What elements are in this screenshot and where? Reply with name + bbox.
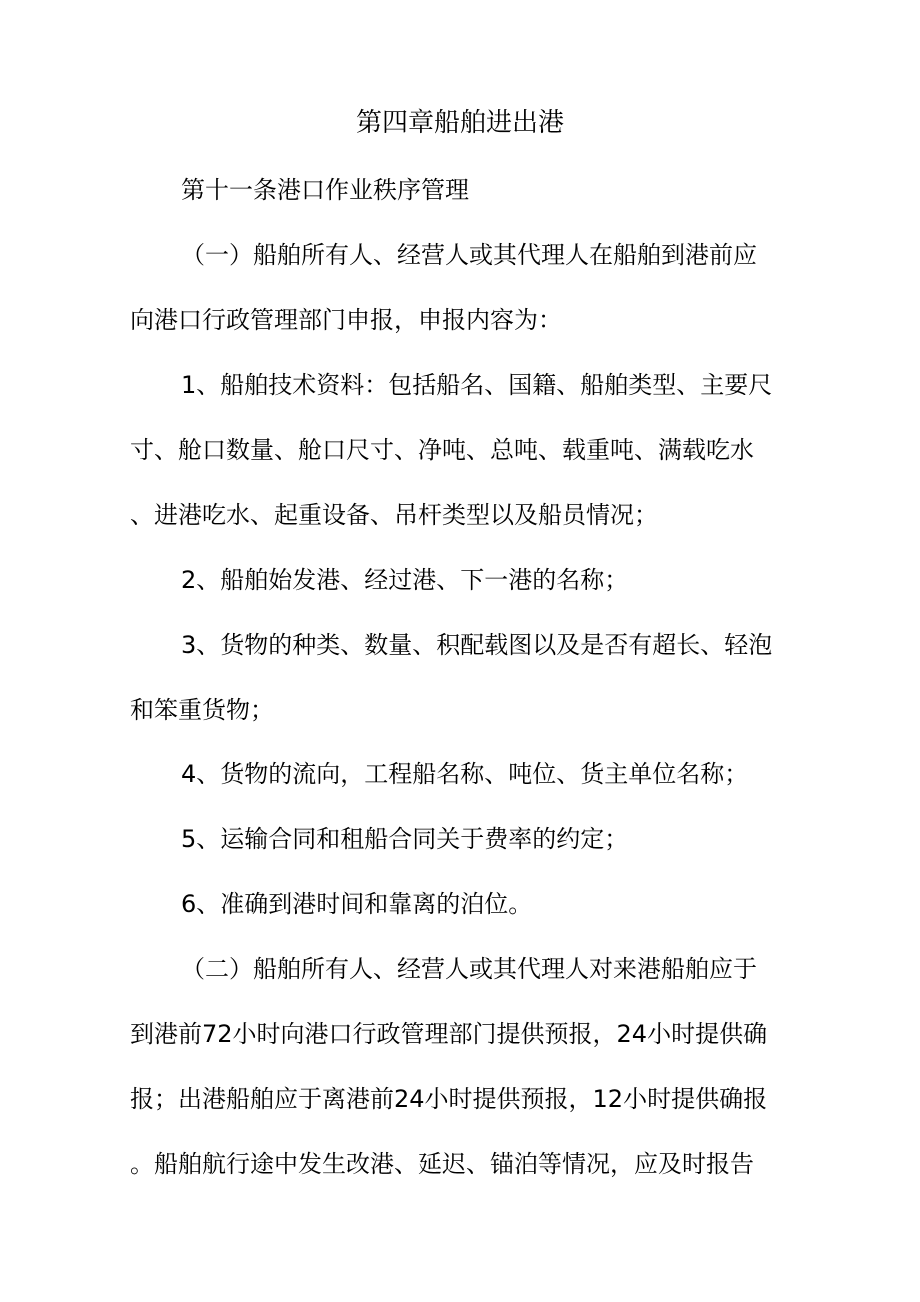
- paragraph-line: （一）船舶所有人、经营人或其代理人在船舶到港前应: [181, 241, 757, 269]
- list-item-line: 5、运输合同和租船合同关于费率的约定；: [181, 825, 629, 853]
- list-item-line: 2、船舶始发港、经过港、下一港的名称；: [181, 566, 629, 594]
- list-item-line: 4、货物的流向，工程船名称、吨位、货主单位名称；: [181, 760, 749, 788]
- list-item-line: 、进港吃水、起重设备、吊杆类型以及船员情况；: [130, 501, 658, 529]
- list-item-line: 寸、舱口数量、舱口尺寸、净吨、总吨、载重吨、满载吃水: [130, 436, 754, 464]
- chapter-title: 第四章船舶进出港: [355, 108, 564, 138]
- paragraph-line: 报；出港船舶应于离港前24小时提供预报，12小时提供确报: [130, 1085, 768, 1113]
- paragraph-line: 。船舶航行途中发生改港、延迟、锚泊等情况，应及时报告: [130, 1150, 754, 1178]
- list-item-line: 和笨重货物；: [130, 696, 274, 724]
- list-item-line: 1、船舶技术资料：包括船名、国籍、船舶类型、主要尺: [181, 371, 773, 399]
- paragraph-line: （二）船舶所有人、经营人或其代理人对来港船舶应于: [181, 955, 757, 983]
- list-item-line: 3、货物的种类、数量、积配载图以及是否有超长、轻泡: [181, 631, 773, 659]
- article-heading: 第十一条港口作业秩序管理: [181, 176, 469, 204]
- paragraph-line: 向港口行政管理部门申报，申报内容为：: [130, 306, 562, 334]
- paragraph-line: 到港前72小时向港口行政管理部门提供预报，24小时提供确: [130, 1020, 768, 1048]
- list-item-line: 6、准确到港时间和靠离的泊位。: [181, 890, 533, 918]
